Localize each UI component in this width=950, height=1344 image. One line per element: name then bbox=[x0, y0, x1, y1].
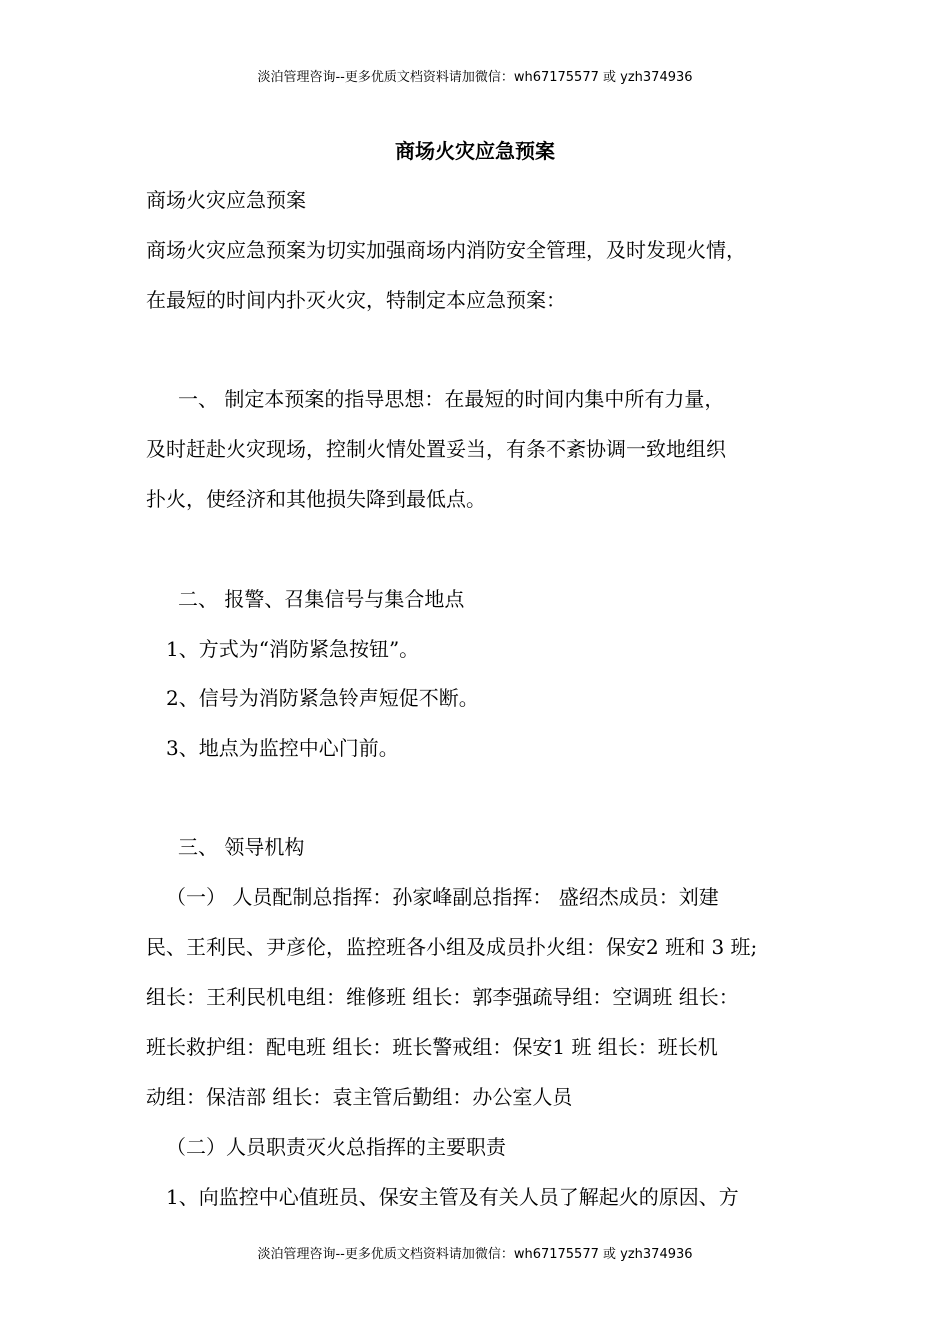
document-title: 商场火灾应急预案 bbox=[395, 139, 555, 163]
body-line: 商场火灾应急预案 bbox=[146, 188, 306, 212]
list-item: 1、方式为“消防紧急按钮”。 bbox=[166, 637, 420, 661]
body-line: （一） 人员配制总指挥：孙家峰副总指挥： 盛绍杰成员：刘建 bbox=[166, 885, 719, 909]
list-item: 3、地点为监控中心门前。 bbox=[166, 736, 399, 760]
section-heading-3: 三、 领导机构 bbox=[178, 835, 305, 859]
body-line: 扑火，使经济和其他损失降到最低点。 bbox=[146, 487, 486, 511]
list-item: 2、信号为消防紧急铃声短促不断。 bbox=[166, 686, 479, 710]
body-line: 民、王利民、尹彦伦，监控班各小组及成员扑火组：保安2 班和 3 班; bbox=[146, 935, 758, 959]
page-footer-note: 淡泊管理咨询--更多优质文档资料请加微信：wh67175577 或 yzh374936 bbox=[257, 1247, 693, 1262]
body-line: 动组：保洁部 组长：袁主管后勤组：办公室人员 bbox=[146, 1085, 573, 1109]
body-line: 组长：王利民机电组：维修班 组长：郭李强疏导组：空调班 组长： bbox=[146, 985, 739, 1009]
body-line: 及时赶赴火灾现场，控制火情处置妥当，有条不紊协调一致地组织 bbox=[146, 437, 726, 461]
page-header-note: 淡泊管理咨询--更多优质文档资料请加微信：wh67175577 或 yzh374936 bbox=[257, 70, 693, 85]
list-item: 1、向监控中心值班员、保安主管及有关人员了解起火的原因、方 bbox=[166, 1185, 739, 1209]
sub-heading: （二）人员职责灭火总指挥的主要职责 bbox=[166, 1135, 506, 1159]
section-heading-1: 一、 制定本预案的指导思想：在最短的时间内集中所有力量， bbox=[178, 387, 725, 411]
body-line: 在最短的时间内扑灭火灾，特制定本应急预案： bbox=[146, 288, 566, 312]
body-line: 班长救护组：配电班 组长：班长警戒组：保安1 班 组长：班长机 bbox=[146, 1035, 718, 1059]
body-line: 商场火灾应急预案为切实加强商场内消防安全管理，及时发现火情， bbox=[146, 238, 746, 262]
section-heading-2: 二、 报警、召集信号与集合地点 bbox=[178, 587, 465, 611]
